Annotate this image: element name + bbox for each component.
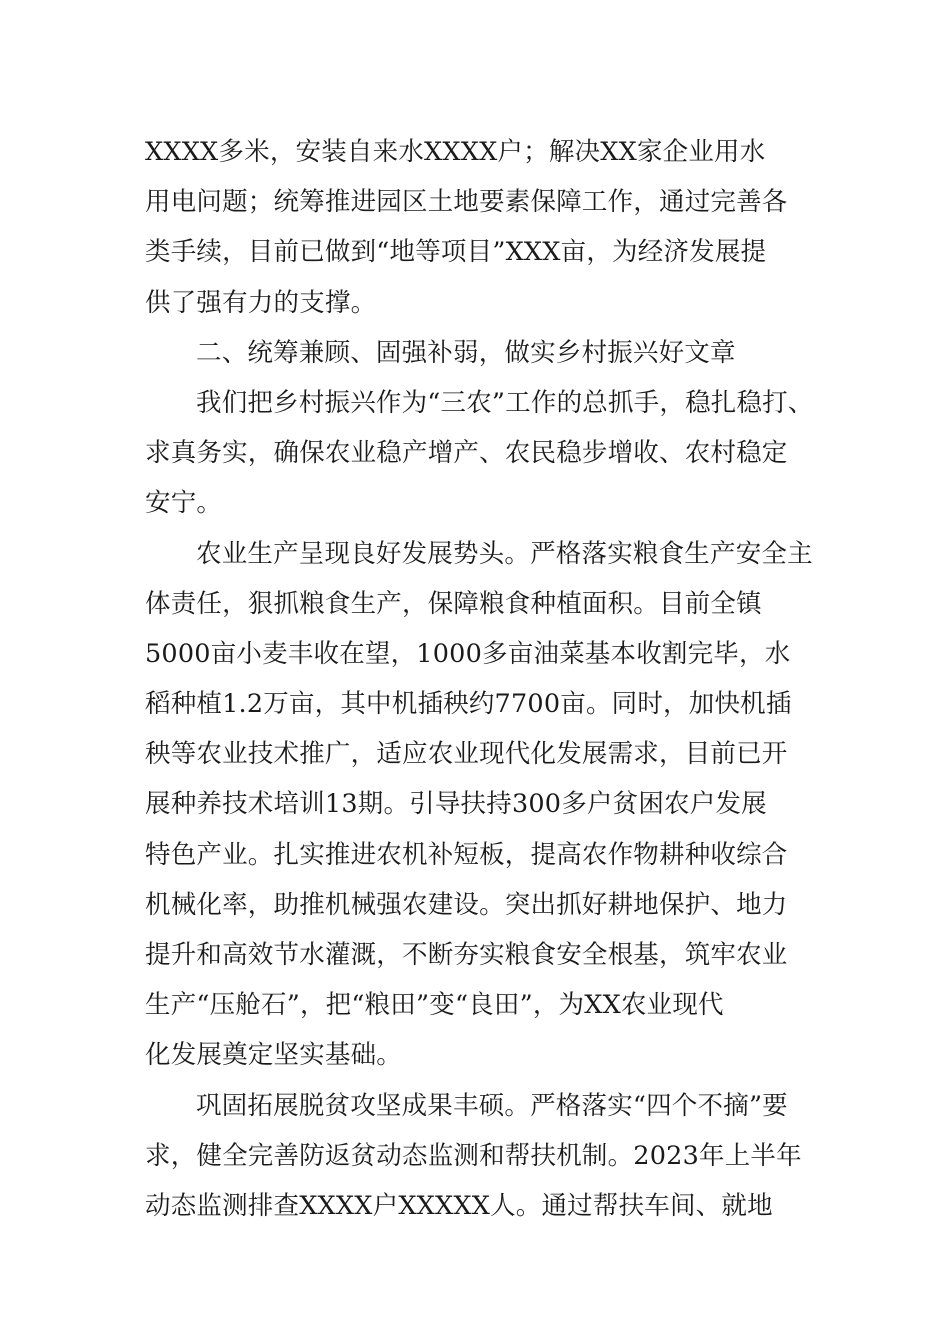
text-line: 安宁。	[145, 488, 223, 519]
text-line: 提升和高效节水灌溉，不断夯实粮食安全根基，筑牢农业	[145, 940, 788, 970]
section-heading: 二、统筹兼顾、固强补弱，做实乡村振兴好文章	[196, 337, 736, 368]
text-line: 巩固拓展脱贫攻坚成果丰硕。严格落实“四个不摘”要	[196, 1090, 788, 1121]
text-line: 农业生产呈现良好发展势头。严格落实粮食生产安全主	[196, 538, 813, 569]
text-line: 稻种植1.2万亩，其中机插秧约7700亩。同时，加快机插	[145, 689, 792, 720]
text-line: 秧等农业技术推广，适应农业现代化发展需求，目前已开	[145, 739, 788, 770]
document-body	[145, 127, 814, 1231]
text-line: 展种养技术培训13期。引导扶持300多户贫困农户发展	[145, 789, 767, 820]
text-line: 类手续，目前已做到“地等项目”XXX亩，为经济发展提	[145, 237, 767, 268]
text-line: 化发展奠定坚实基础。	[145, 1040, 403, 1071]
text-line: 我们把乡村振兴作为“三农”工作的总抓手，稳扎稳打、	[196, 387, 814, 418]
text-line: 供了强有力的支撑。	[145, 287, 377, 318]
text-line: 求真务实，确保农业稳产增产、农民稳步增收、农村稳定	[145, 438, 788, 469]
text-line: XXXX多米，安装自来水XXXX户；解决XX家企业用水	[145, 137, 766, 167]
text-line: 机械化率，助推机械强农建设。突出抓好耕地保护、地力	[145, 889, 788, 920]
text-line: 特色产业。扎实推进农机补短板，提高农作物耕种收综合	[145, 839, 788, 870]
text-line: 动态监测排查XXXX户XXXXX人。通过帮扶车间、就地	[145, 1190, 773, 1221]
text-line: 体责任，狠抓粮食生产，保障粮食种植面积。目前全镇	[145, 588, 762, 619]
text-line: 5000亩小麦丰收在望，1000多亩油菜基本收割完毕，水	[145, 638, 791, 669]
text-line: 求，健全完善防返贫动态监测和帮扶机制。2023年上半年	[145, 1140, 802, 1171]
text-line: 生产“压舱石”，把“粮田”变“良田”，为XX农业现代	[145, 990, 724, 1021]
text-line: 用电问题；统筹推进园区土地要素保障工作，通过完善各	[145, 187, 788, 218]
